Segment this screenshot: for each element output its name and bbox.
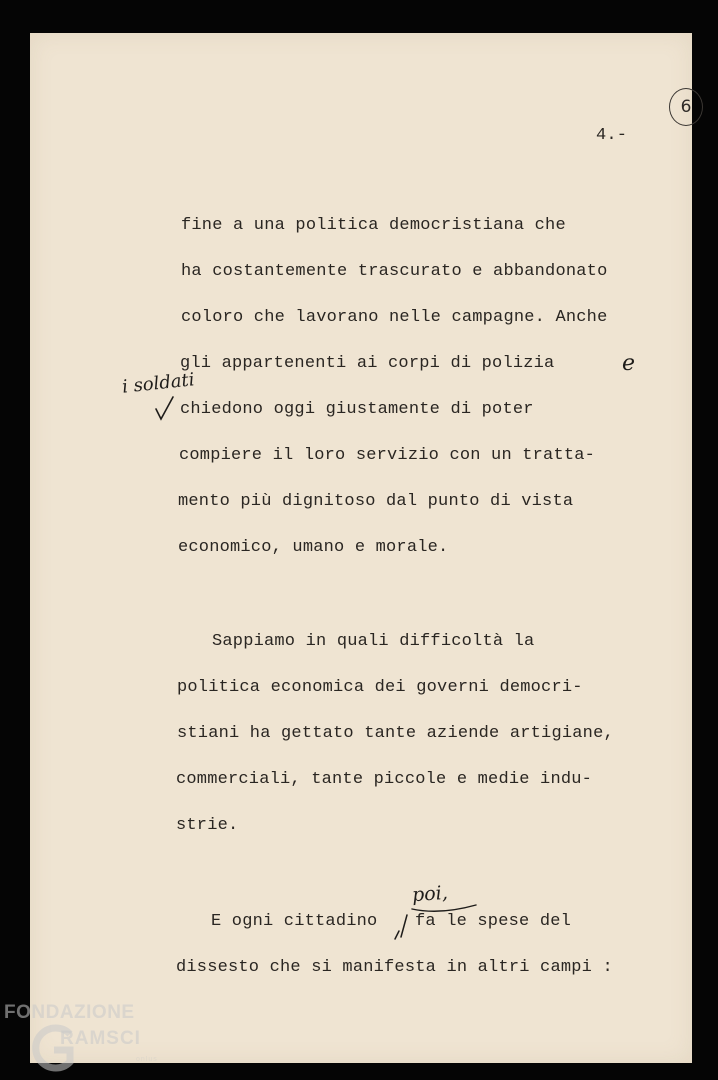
fondazione-gramsci-watermark <box>4 1000 179 1080</box>
text-line: stiani ha gettato tante aziende artigiane, <box>177 724 614 743</box>
handwritten-insert-soldati: i soldati <box>121 369 196 398</box>
text-line: Sappiamo in quali difficoltà la <box>212 632 535 651</box>
watermark-line1: FONDAZIONE <box>4 1002 135 1023</box>
text-line: ha costantemente trascurato e abbandonato <box>181 262 608 281</box>
insertion-caret-mark <box>154 395 176 421</box>
handwritten-insert-poi: poi, <box>411 881 449 907</box>
text-line: fa le spese del <box>415 912 572 931</box>
text-line: chiedono oggi giustamente di poter <box>180 400 534 419</box>
text-line: dissesto che si manifesta in altri campi : <box>176 958 613 977</box>
archive-page-number: 6 <box>669 88 703 126</box>
watermark-line2: RAMSCI <box>60 1028 141 1049</box>
handwritten-insert-e: e <box>622 351 636 376</box>
text-line: compiere il loro servizio con un tratta- <box>179 446 596 465</box>
typewritten-page <box>30 33 692 1063</box>
text-line: politica economica dei governi democri- <box>177 678 583 697</box>
text-line: coloro che lavorano nelle campagne. Anche <box>181 308 608 327</box>
text-line: mento più dignitoso dal punto di vista <box>178 492 574 511</box>
text-line: strie. <box>176 816 239 835</box>
text-line: E ogni cittadino <box>211 912 378 931</box>
text-line: economico, umano e morale. <box>178 538 449 557</box>
page-number: 4.- <box>596 126 628 145</box>
text-line: gli appartenenti ai corpi di polizia <box>180 354 555 373</box>
text-line: fine a una politica democristiana che <box>181 216 566 235</box>
watermark-small: onlus <box>136 1056 158 1063</box>
insertion-caret-mark <box>393 913 415 943</box>
text-line: commerciali, tante piccole e medie indu- <box>176 770 593 789</box>
